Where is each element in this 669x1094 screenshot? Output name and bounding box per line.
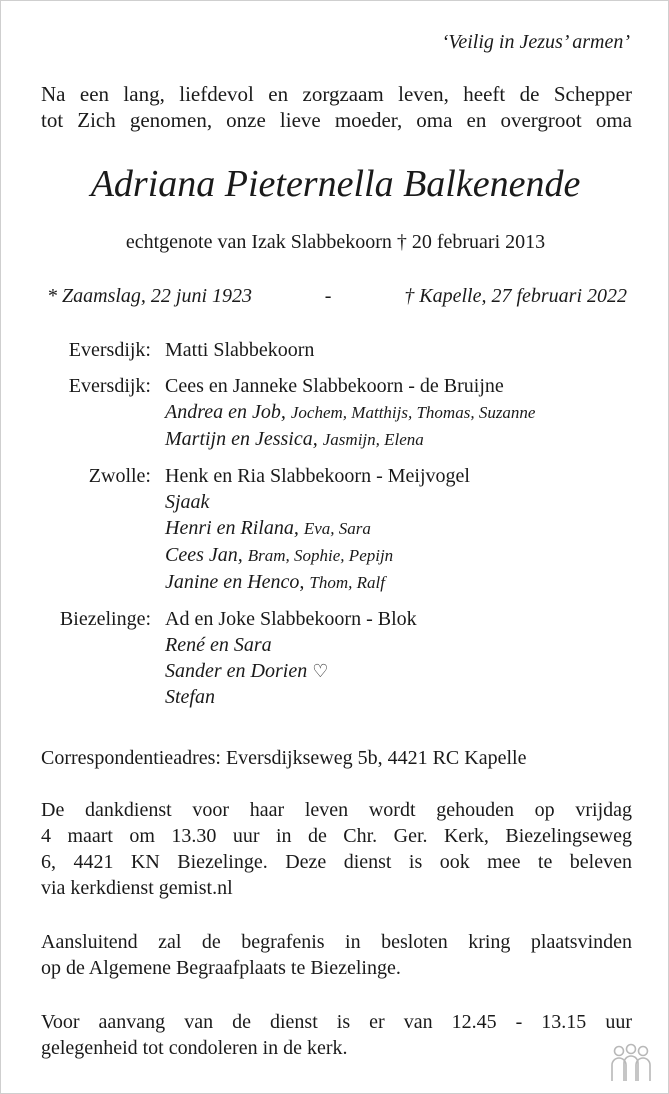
- great-grandchildren: Eva, Sara: [303, 519, 371, 538]
- grandchild-name: Sjaak: [165, 491, 210, 513]
- grandchild-line: [165, 542, 470, 569]
- grandchild-line: [165, 515, 470, 542]
- family-place: Zwolle:: [88, 465, 151, 487]
- family-members: [151, 373, 535, 453]
- date-separator: -: [324, 285, 332, 307]
- life-dates: [47, 283, 627, 309]
- family-members: [151, 606, 417, 710]
- great-grandchildren: Jasmijn, Elena: [322, 430, 424, 449]
- family-place: Eversdijk:: [68, 375, 151, 397]
- family-group: [41, 463, 641, 596]
- service-line: 4 maart om 13.30 uur in de Chr. Ger. Kerk, Biezelingseweg: [41, 825, 632, 847]
- intro-text: [41, 81, 632, 133]
- grandchild-line: [165, 684, 417, 710]
- grandchild-name: Sander en Dorien: [165, 660, 308, 682]
- death-date: † Kapelle, 27 februari 2022: [404, 285, 627, 307]
- family-group: [41, 373, 641, 453]
- grandchild-name: Janine en Henco,: [165, 571, 305, 593]
- great-grandchildren: Bram, Sophie, Pepijn: [247, 546, 394, 565]
- grandchild-name: René en Sara: [165, 634, 272, 656]
- grandchild-name: Henri en Rilana,: [165, 517, 299, 539]
- grandchild-line: [165, 399, 535, 426]
- service-info: [41, 797, 632, 901]
- grandchild-name: Cees Jan,: [165, 544, 243, 566]
- heart-icon: ♡: [312, 661, 329, 681]
- great-grandchildren: Jochem, Matthijs, Thomas, Suzanne: [290, 403, 536, 422]
- burial-line: op de Algemene Begraafplaats te Biezelinge.: [41, 957, 401, 979]
- grandchild-line: [165, 489, 470, 515]
- grandchild-name: Martijn en Jessica,: [165, 428, 318, 450]
- family-head: Henk en Ria Slabbekoorn - Meijvogel: [165, 465, 470, 487]
- family-group: [41, 606, 641, 710]
- grandchild-line: [165, 632, 417, 658]
- family-members: [151, 337, 314, 363]
- burial-info: [41, 929, 632, 981]
- grandchild-name: Andrea en Job,: [165, 401, 286, 423]
- great-grandchildren: Thom, Ralf: [309, 573, 385, 592]
- family-head: Cees en Janneke Slabbekoorn - de Bruijne: [165, 375, 504, 397]
- family-list: [41, 337, 641, 720]
- service-line: via kerkdienst gemist.nl: [41, 877, 233, 899]
- correspondence-address: Correspondentieadres: Eversdijkseweg 5b, 4421 RC Kapelle: [41, 747, 527, 769]
- condolence-line: gelegenheid tot condoleren in de kerk.: [41, 1037, 348, 1059]
- condolence-line: Voor aanvang van de dienst is er van 12.45 - 13.15 uur: [41, 1011, 632, 1033]
- intro-line: Na een lang, liefdevol en zorgzaam leven, heeft de Schepper: [41, 82, 632, 106]
- service-line: De dankdienst voor haar leven wordt gehouden op vrijdag: [41, 799, 632, 821]
- motto: ‘Veilig in Jezus’ armen’: [441, 31, 630, 53]
- people-group-icon: [606, 1043, 656, 1083]
- grandchild-line: [165, 569, 470, 596]
- grandchild-line: [165, 426, 535, 453]
- burial-line: Aansluitend zal de begrafenis in besloten kring plaatsvinden: [41, 931, 632, 953]
- grandchild-name: Stefan: [165, 686, 215, 708]
- family-head: Matti Slabbekoorn: [165, 339, 315, 361]
- grandchild-line: [165, 658, 417, 684]
- family-members: [151, 463, 470, 596]
- birth-date: * Zaamslag, 22 juni 1923: [47, 285, 253, 307]
- family-group: [41, 337, 641, 363]
- deceased-name: Adriana Pieternella Balkenende: [90, 163, 581, 205]
- family-place: Eversdijk:: [68, 339, 151, 361]
- family-head: Ad en Joke Slabbekoorn - Blok: [165, 608, 417, 630]
- family-place: Biezelinge:: [59, 608, 151, 630]
- intro-line: tot Zich genomen, onze lieve moeder, oma en overgroot oma: [41, 108, 632, 132]
- spouse-line: echtgenote van Izak Slabbekoorn † 20 februari 2013: [125, 231, 546, 253]
- condolence-info: [41, 1009, 632, 1061]
- service-line: 6, 4421 KN Biezelinge. Deze dienst is ook mee te beleven: [41, 851, 632, 873]
